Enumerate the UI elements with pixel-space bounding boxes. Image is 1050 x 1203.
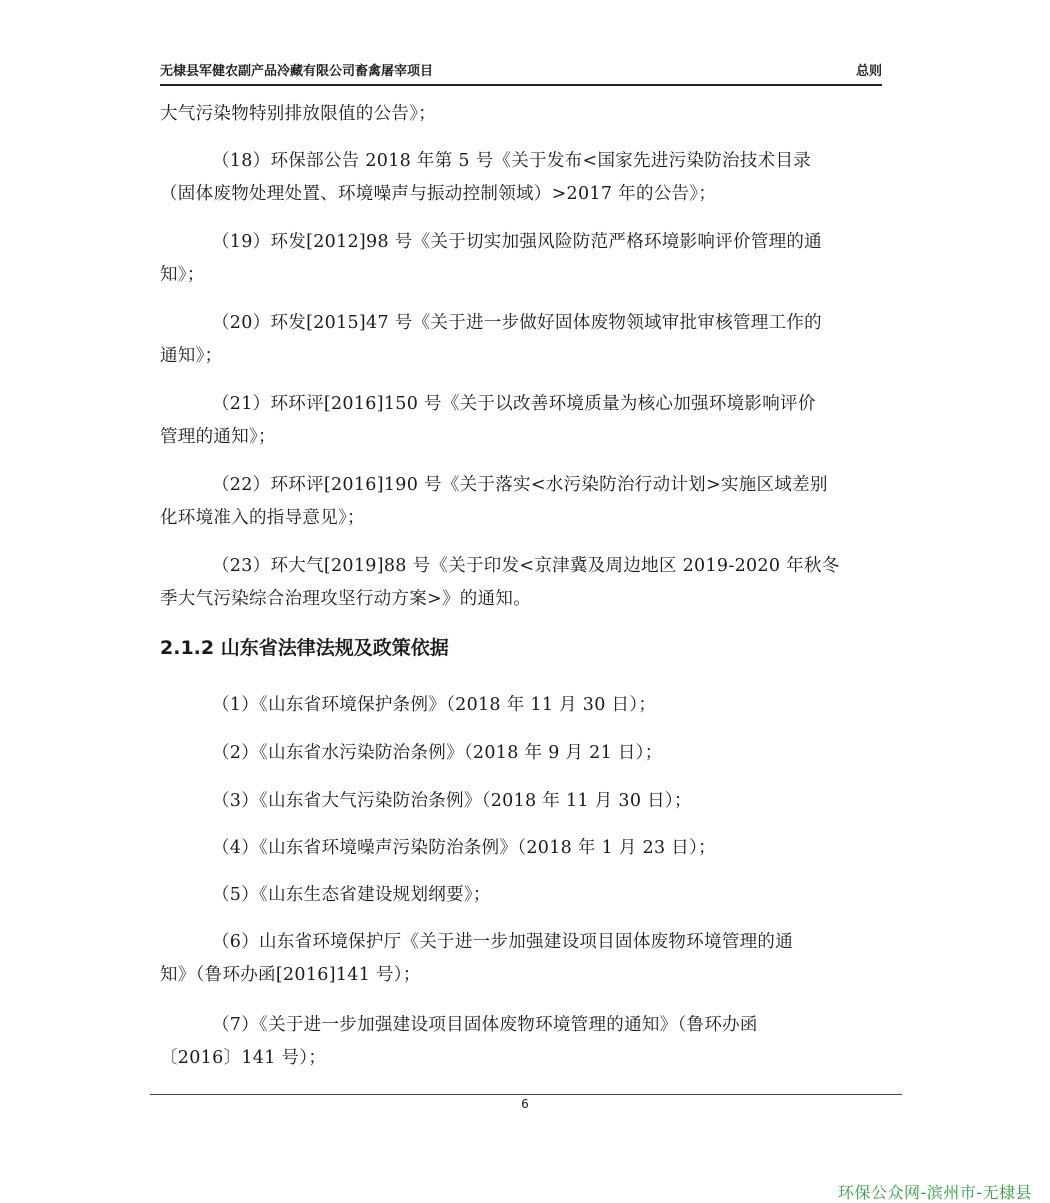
paragraph-19	[160, 226, 890, 292]
paragraph-line: （19）环发[2012]98 号《关于切实加强风险防范严格环境影响评价管理的通	[212, 232, 822, 252]
item-7	[160, 1009, 890, 1075]
paragraph-21	[160, 388, 890, 454]
header-title: 无棣县军健农副产品冷藏有限公司畜禽屠宰项目	[160, 64, 434, 79]
paragraph-line: 季大气污染综合治理攻坚行动方案>》的通知。	[160, 589, 531, 609]
item-6	[160, 926, 890, 992]
paragraph-line: 大气污染物特别排放限值的公告》；	[160, 104, 437, 124]
paragraph-line: 通知》；	[160, 346, 223, 366]
page-header	[160, 62, 882, 86]
section-heading: 2.1.2 山东省法律法规及政策依据	[160, 637, 449, 659]
paragraph-line: 化环境准入的指导意见》；	[160, 508, 365, 528]
item-line: （7）《关于进一步加强建设项目固体废物环境管理的通知》（鲁环办函	[212, 1015, 758, 1035]
paragraph-line: （20）环发[2015]47 号《关于进一步做好固体废物领域审批审核管理工作的	[212, 313, 822, 333]
paragraph-20	[160, 307, 890, 373]
paragraph-line: （18）环保部公告 2018 年第 5 号《关于发布<国家先进污染防治技术目录	[212, 151, 812, 171]
item-line: （5）《山东生态省建设规划纲要》；	[212, 885, 491, 905]
paragraph-22	[160, 469, 890, 535]
page-number: 6	[521, 1097, 529, 1111]
item-line: （1）《山东省环境保护条例》（2018 年 11 月 30 日）；	[212, 695, 657, 715]
item-line: （2）《山东省水污染防治条例》（2018 年 9 月 21 日）；	[212, 743, 663, 763]
item-line: （4）《山东省环境噪声污染防治条例》（2018 年 1 月 23 日）；	[212, 838, 716, 858]
paragraph-line: （21）环环评[2016]150 号《关于以改善环境质量为核心加强环境影响评价	[212, 394, 816, 414]
header-section: 总则	[855, 64, 882, 79]
paragraph-line: 知》；	[160, 265, 205, 285]
paragraph-line: （固体废物处理处置、环境噪声与振动控制领域）>2017 年的公告》；	[160, 184, 717, 204]
item-2	[160, 737, 890, 770]
paragraph-line: 管理的通知》；	[160, 427, 276, 447]
item-line: 〔2016〕141 号）；	[160, 1048, 327, 1068]
item-line: （3）《山东省大气污染防治条例》（2018 年 11 月 30 日）；	[212, 791, 692, 811]
item-line: （6）山东省环境保护厅《关于进一步加强建设项目固体废物环境管理的通	[212, 932, 794, 952]
item-1	[160, 689, 890, 722]
item-4	[160, 832, 890, 865]
footer-divider	[150, 1094, 902, 1095]
paragraph-0	[160, 98, 890, 131]
paragraph-line: （23）环大气[2019]88 号《关于印发<京津冀及周边地区 2019-2020 年秋冬	[212, 556, 840, 576]
paragraph-23	[160, 550, 890, 616]
item-3	[160, 785, 890, 818]
paragraph-line: （22）环环评[2016]190 号《关于落实<水污染防治行动计划>实施区域差别	[212, 475, 828, 495]
paragraph-18	[160, 145, 890, 211]
item-5	[160, 879, 890, 912]
watermark: 环保公众网-滨州市-无棣县	[837, 1183, 1032, 1202]
item-line: 知》（鲁环办函[2016]141 号）；	[160, 965, 421, 985]
